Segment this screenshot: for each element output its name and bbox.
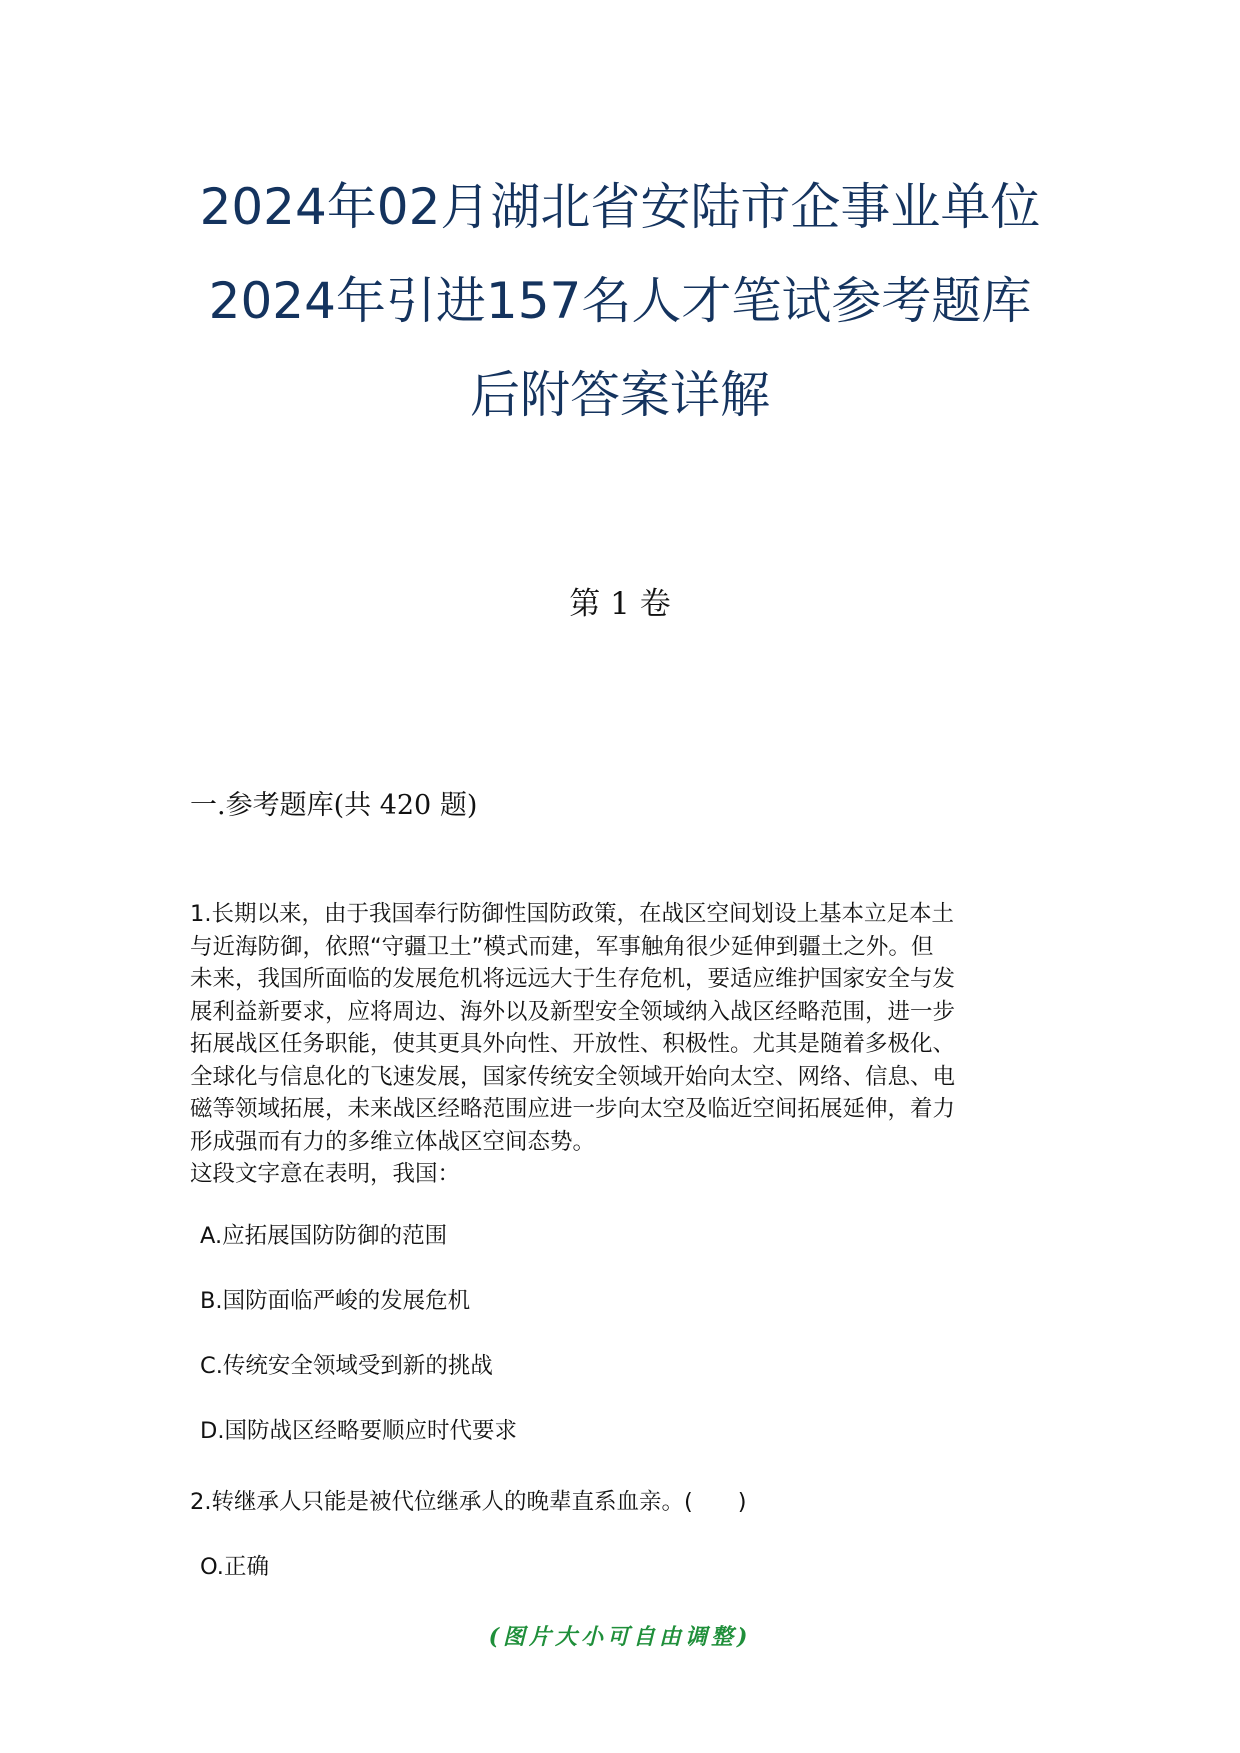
- question-1-option-c: C.传统安全领域受到新的挑战: [200, 1353, 493, 1379]
- document-title: [150, 160, 1090, 442]
- footer-note: (图片大小可自由调整): [488, 1624, 752, 1650]
- question-1-line: 拓展战区任务职能，使其更具外向性、开放性、积极性。尤其是随着多极化、: [190, 1031, 956, 1057]
- question-1-option-a: A.应拓展国防防御的范围: [200, 1223, 448, 1249]
- question-1-line: 全球化与信息化的飞速发展，国家传统安全领域开始向太空、网络、信息、电: [190, 1063, 956, 1090]
- question-1-line: 与近海防御，依照“守疆卫土”模式而建，军事触角很少延伸到疆土之外。但: [190, 933, 934, 960]
- question-2-text: 2.转继承人只能是被代位继承人的晚辈直系血亲。( ): [190, 1489, 747, 1515]
- question-1-option-d: D.国防战区经略要顺应时代要求: [200, 1418, 517, 1444]
- question-1-prompt: 这段文字意在表明，我国：: [190, 1161, 461, 1187]
- title-line-1: 2024年02月湖北省安陆市企事业单位: [199, 178, 1041, 236]
- question-1-line: 形成强而有力的多维立体战区空间态势。: [190, 1128, 596, 1155]
- question-1-line: 磁等领域拓展，未来战区经略范围应进一步向太空及临近空间拓展延伸，着力: [190, 1096, 956, 1122]
- question-1-line: 未来，我国所面临的发展危机将远远大于生存危机，要适应维护国家安全与发: [190, 966, 956, 992]
- question-1-line: 1.长期以来，由于我国奉行防御性国防政策，在战区空间划设上基本立足本土: [190, 901, 954, 927]
- section-heading: 一.参考题库(共 420 题): [190, 790, 478, 821]
- title-line-2: 2024年引进157名人才笔试参考题库: [208, 272, 1032, 330]
- title-line-3: 后附答案详解: [470, 366, 770, 424]
- question-1-line: 展利益新要求，应将周边、海外以及新型安全领域纳入战区经略范围，进一步: [190, 998, 956, 1025]
- question-1-option-b: B.国防面临严峻的发展危机: [200, 1288, 471, 1314]
- volume-label: 第 1 卷: [569, 586, 671, 622]
- question-1-text: [190, 898, 1050, 1191]
- question-2-option-correct: O.正确: [200, 1554, 269, 1580]
